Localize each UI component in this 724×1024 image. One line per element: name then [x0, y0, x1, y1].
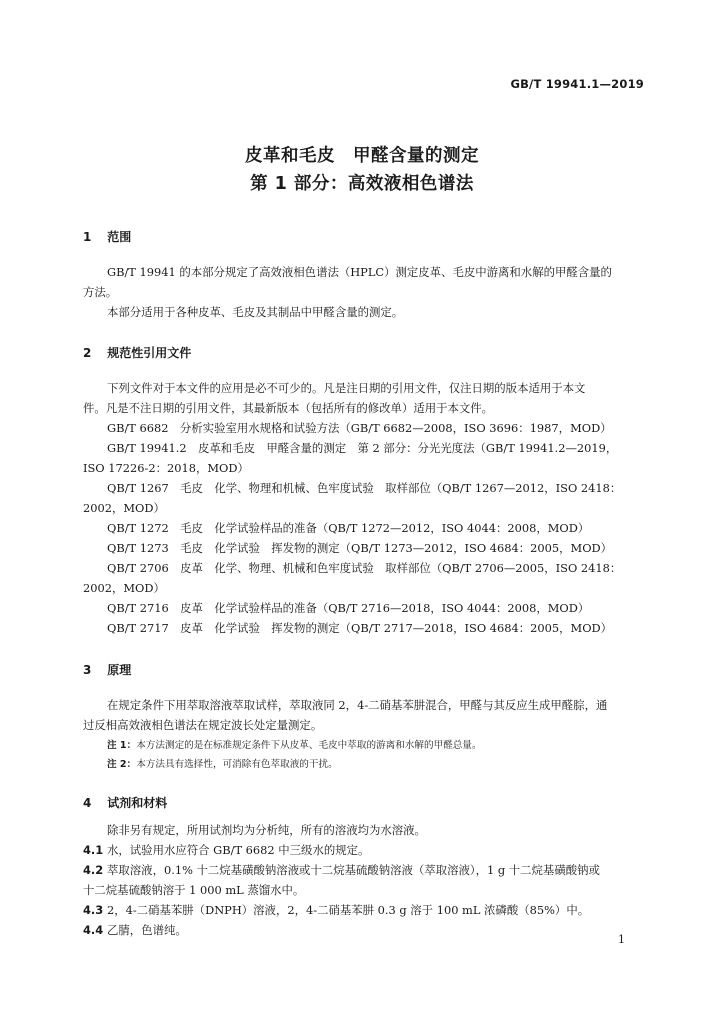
reference-item: QB/T 2706 皮革 化学、物理、机械和色牢度试验 取样部位（QB/T 2706—2005，ISO 2418： [107, 561, 622, 575]
paragraph: 在规定条件下用萃取溶液萃取试样，萃取液同 2，4-二硝基苯肼混合，甲醛与其反应生成甲醛腙，通 [107, 698, 608, 712]
section-title: 规范性引用文件 [107, 346, 192, 360]
paragraph: 下列文件对于本文件的应用是必不可少的。凡是注日期的引用文件，仅注日期的版本适用于本文 [107, 381, 586, 395]
section-number: 3 [83, 663, 92, 677]
reference-item-continued: ISO 17226-2：2018，MOD） [83, 461, 249, 475]
note-2 [107, 756, 338, 770]
item-number: 4.3 [83, 903, 104, 917]
reference-item: QB/T 2717 皮革 化学试验 挥发物的测定（QB/T 2717—2018，ISO 4684：2005，MOD） [107, 621, 613, 635]
document-title: 皮革和毛皮 甲醛含量的测定 [245, 146, 479, 166]
page-number: 1 [618, 933, 625, 946]
section-number: 1 [83, 230, 92, 244]
paragraph: 本部分适用于各种皮革、毛皮及其制品中甲醛含量的测定。 [107, 305, 404, 319]
section-1-heading [83, 228, 131, 245]
section-3-heading [83, 661, 131, 678]
paragraph: 件。凡是不注日期的引用文件，其最新版本（包括所有的修改单）适用于本文件。 [83, 401, 494, 415]
section-number: 2 [83, 346, 92, 360]
section-2-heading [83, 344, 191, 361]
section-4-heading [83, 794, 167, 811]
item-4-2 [83, 860, 643, 880]
paragraph: GB/T 19941 的本部分规定了高效液相色谱法（HPLC）测定皮革、毛皮中游离和水解的甲醛含量的 [107, 265, 612, 279]
paragraph: 过反相高效液相色谱法在规定波长处定量测定。 [83, 718, 323, 732]
reference-item: GB/T 19941.2 皮革和毛皮 甲醛含量的测定 第 2 部分：分光光度法（GB/T 19941.2—2019， [107, 441, 618, 455]
section-number: 4 [83, 796, 92, 810]
reference-item: QB/T 1273 毛皮 化学试验 挥发物的测定（QB/T 1273—2012，ISO 4684：2005，MOD） [107, 541, 613, 555]
standard-code: GB/T 19941.1—2019 [510, 77, 644, 91]
reference-item-continued: 2002，MOD） [83, 501, 165, 515]
item-text: 乙腈，色谱纯。 [107, 923, 187, 937]
section-title: 试剂和材料 [107, 796, 168, 810]
note-text: 本方法具有选择性，可消除有色萃取液的干扰。 [136, 759, 338, 770]
document-subtitle: 第 1 部分：高效液相色谱法 [250, 174, 474, 194]
item-text: 2，4-二硝基苯肼（DNPH）溶液，2，4-二硝基苯肼 0.3 g 溶于 100 mL 浓磷酸（85%）中。 [107, 903, 590, 917]
note-text: 本方法测定的是在标准规定条件下从皮革、毛皮中萃取的游离和水解的甲醛总量。 [136, 740, 482, 751]
paragraph: 方法。 [83, 285, 118, 299]
item-4-3 [83, 900, 643, 920]
note-label: 注 1： [107, 740, 137, 751]
note-label: 注 2： [107, 759, 137, 770]
reference-item: QB/T 2716 皮革 化学试验样品的准备（QB/T 2716—2018，ISO 4044：2008，MOD） [107, 601, 590, 615]
section-title: 范围 [107, 230, 132, 244]
item-4-4 [83, 920, 643, 940]
item-number: 4.4 [83, 923, 104, 937]
paragraph: 除非另有规定，所用试剂均为分析纯，所有的溶液均为水溶液。 [107, 823, 426, 837]
reference-item: GB/T 6682 分析实验室用水规格和试验方法（GB/T 6682—2008，ISO 3696：1987，MOD） [107, 421, 612, 435]
item-4-1 [83, 840, 643, 860]
item-text: 水，试验用水应符合 GB/T 6682 中三级水的规定。 [107, 843, 370, 857]
reference-item: QB/T 1272 毛皮 化学试验样品的准备（QB/T 1272—2012，ISO 4044：2008，MOD） [107, 521, 590, 535]
reference-item: QB/T 1267 毛皮 化学、物理和机械、色牢度试验 取样部位（QB/T 1267—2012，ISO 2418： [107, 481, 622, 495]
section-title: 原理 [107, 663, 132, 677]
item-number: 4.2 [83, 863, 104, 877]
item-text: 萃取溶液，0.1% 十二烷基磺酸钠溶液或十二烷基硫酸钠溶液（萃取溶液），1 g 十二烷基磺酸钠或 [107, 863, 600, 877]
item-number: 4.1 [83, 843, 104, 857]
note-1 [107, 737, 482, 751]
reference-item-continued: 2002，MOD） [83, 581, 165, 595]
item-4-2-continued: 十二烷基硫酸钠溶于 1 000 mL 蒸馏水中。 [83, 883, 305, 897]
